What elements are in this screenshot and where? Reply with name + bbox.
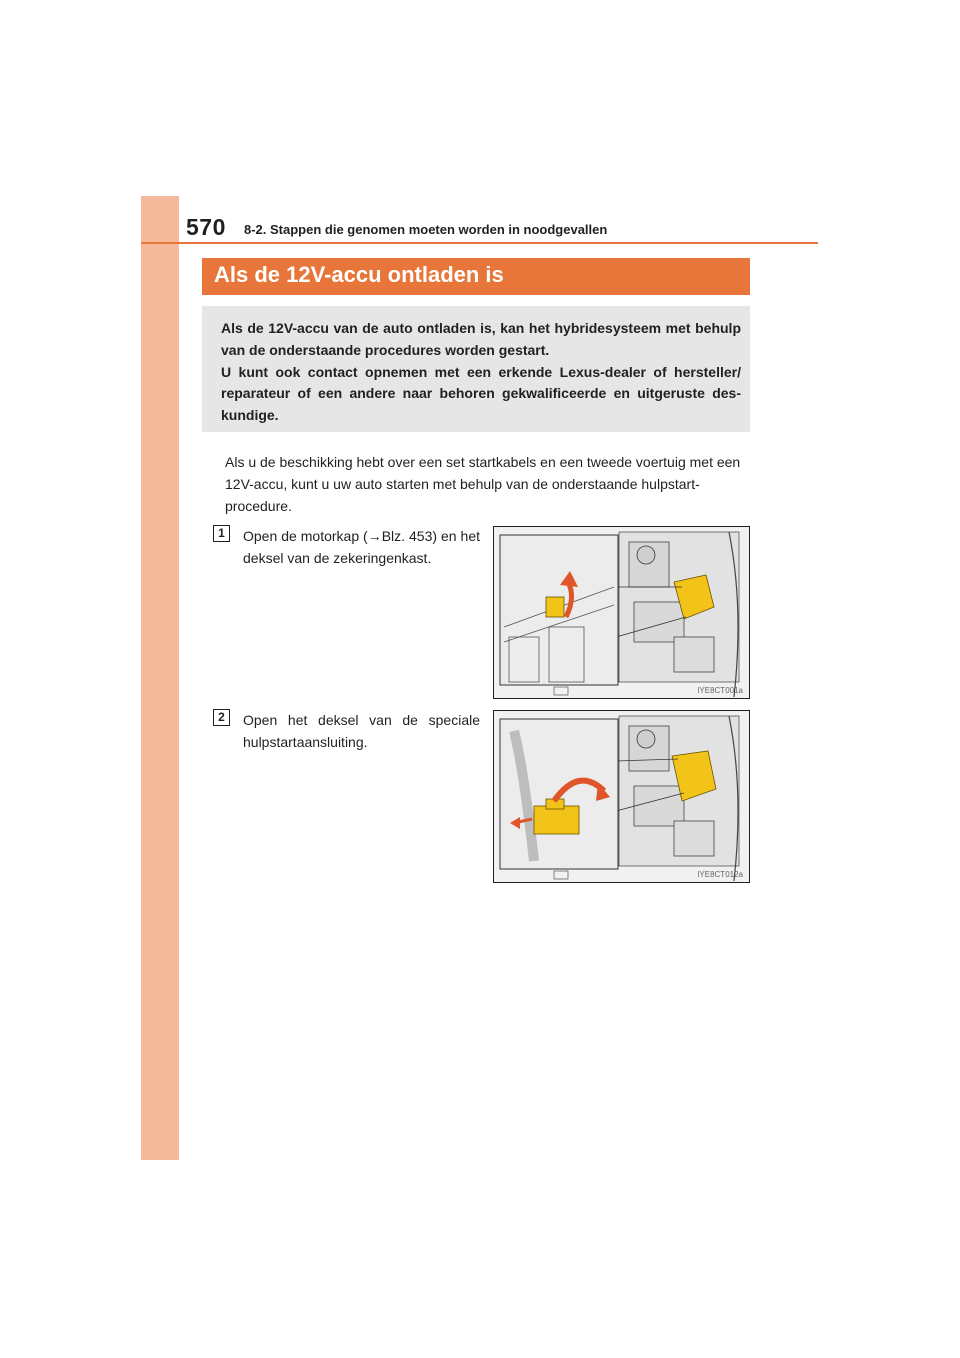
info-box bbox=[202, 306, 750, 432]
info-line-1: Als de 12V-accu van de auto ontladen is, kan het hybridesysteem met behulp van de onderstaande procedures worden gestart. bbox=[221, 320, 741, 358]
step-number-2: 2 bbox=[213, 709, 230, 726]
step-text-1: Open de motorkap (→Blz. 453) en het deksel van de zekeringenkast. bbox=[243, 528, 480, 566]
header-divider bbox=[141, 242, 818, 244]
info-text bbox=[221, 318, 741, 427]
title-banner bbox=[202, 258, 750, 295]
step-text-2: Open het deksel van de speciale hulpstartaansluiting. bbox=[243, 712, 480, 750]
section-heading: 8-2. Stappen die genomen moeten worden in noodgevallen bbox=[244, 222, 608, 237]
figure-code-2: IYE8CT012a bbox=[697, 870, 743, 879]
side-tab-bar bbox=[141, 196, 179, 1160]
figure-fuse-box bbox=[493, 526, 750, 699]
jump-start-terminal-illustration bbox=[494, 711, 750, 883]
info-line-2: U kunt ook contact opnemen met een erkende Lexus-dealer of hersteller/ reparateur of een andere naar behoren gekwalificeerde en uitgeruste des-kundige. bbox=[221, 363, 741, 424]
page-title: Als de 12V-accu ontladen is bbox=[214, 262, 504, 287]
step-number-1: 1 bbox=[213, 525, 230, 542]
figure-code-1: IYE8CT001a bbox=[697, 686, 743, 695]
figure-jump-start-terminal bbox=[493, 710, 750, 883]
intro-paragraph: Als u de beschikking hebt over een set startkabels en een tweede voertuig met een 12V-accu, kunt u uw auto starten met behulp van de onderstaande hulpstart-procedure. bbox=[225, 454, 741, 514]
fuse-box-illustration bbox=[494, 527, 750, 699]
page-number: 570 bbox=[186, 214, 226, 240]
